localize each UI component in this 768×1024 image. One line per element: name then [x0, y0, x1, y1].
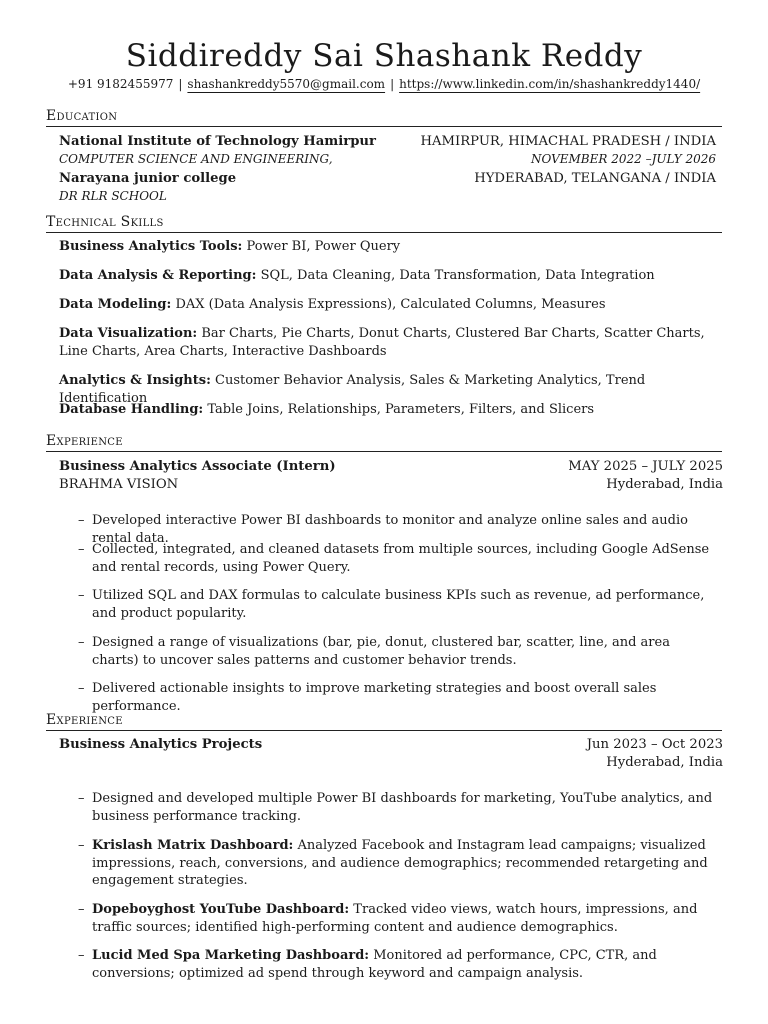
bullet-dash: – — [78, 902, 85, 917]
skill-label: Data Modeling: — [59, 297, 172, 312]
list-item — [78, 587, 714, 622]
job-title: Business Analytics Associate (Intern) — [59, 459, 336, 474]
bullet-text — [78, 947, 714, 982]
bullet-body: Designed and developed multiple Power BI dashboards for marketing, YouTube analytics, and business performance tracking. — [92, 791, 713, 824]
education-detail — [59, 152, 723, 167]
email-link[interactable]: shashankreddy5570@gmail.com — [187, 77, 386, 91]
education-entry — [59, 171, 723, 186]
skill-line — [59, 238, 723, 256]
skill-label: Data Analysis & Reporting: — [59, 268, 257, 283]
section-heading-experience: Experience — [46, 433, 722, 452]
skill-label: Database Handling: — [59, 402, 204, 417]
skill-line — [59, 325, 723, 361]
skill-label: Data Visualization: — [59, 326, 198, 341]
bullet-dash: – — [78, 838, 85, 853]
company-name: BRAHMA VISION — [59, 477, 179, 492]
bullet-body: Tracked video views, watch hours, impressions, and traffic sources; identified high-performing content and audience demographics. — [92, 902, 698, 935]
institution-name: National Institute of Technology Hamirpur — [59, 134, 376, 149]
linkedin-link[interactable]: https://www.linkedin.com/in/shashankreddy1440/ — [399, 77, 701, 91]
section-heading-experience: Experience — [46, 712, 722, 731]
bullet-text: Utilized SQL and DAX formulas to calculate business KPIs such as revenue, ad performance, and product popularity. — [92, 588, 705, 621]
bullet-dash: – — [78, 681, 85, 696]
education-detail — [59, 189, 723, 204]
section-heading-skills: Technical Skills — [46, 214, 722, 233]
list-item — [78, 837, 714, 890]
list-item — [78, 634, 714, 669]
contact-separator: | — [390, 77, 395, 91]
bullet-dash: – — [78, 542, 85, 557]
institution-location: HAMIRPUR, HIMACHAL PRADESH / INDIA — [420, 134, 716, 149]
list-item — [78, 947, 714, 982]
list-item — [78, 541, 714, 576]
bullet-dash: – — [78, 948, 85, 963]
bullet-bold-label: Dopeboyghost YouTube Dashboard: — [92, 902, 350, 917]
bullet-text: Designed a range of visualizations (bar, pie, donut, clustered bar, scatter, line, and area charts) to uncover sales patterns and customer behavior trends. — [92, 635, 670, 668]
bullet-bold-label: Krislash Matrix Dashboard: — [92, 838, 294, 853]
company-row — [59, 477, 723, 492]
bullet-dash: – — [78, 513, 85, 528]
bullet-dash: – — [78, 635, 85, 650]
bullet-text: Developed interactive Power BI dashboards to monitor and analyze online sales and audio rental data. — [92, 513, 688, 546]
job-title: Business Analytics Projects — [59, 737, 263, 752]
list-item — [78, 901, 714, 936]
section-heading-education: Education — [46, 108, 722, 127]
institution-name: Narayana junior college — [59, 171, 237, 186]
bullet-text: Collected, integrated, and cleaned datasets from multiple sources, including Google AdSense and rental records, using Power Query. — [92, 542, 710, 575]
contact-separator: | — [178, 77, 183, 91]
bullet-text — [78, 790, 714, 825]
skill-value: DAX (Data Analysis Expressions), Calculated Columns, Measures — [175, 297, 606, 312]
institution-location: HYDERABAD, TELANGANA / INDIA — [474, 171, 716, 186]
skill-value: Customer Behavior Analysis, Sales & Marketing Analytics, Trend Identification — [59, 373, 646, 406]
bullet-text — [78, 837, 714, 890]
bullet-body: Monitored ad performance, CPC, CTR, and conversions; optimized ad spend through keyword and campaign analysis. — [92, 948, 657, 981]
skill-line — [59, 296, 723, 314]
job-title-row — [59, 737, 723, 752]
candidate-name: Siddireddy Sai Shashank Reddy — [125, 38, 643, 74]
skill-line — [59, 401, 723, 419]
education-dates: NOVEMBER 2022 –JULY 2026 — [530, 152, 716, 166]
skill-line — [59, 267, 723, 285]
list-item — [78, 680, 714, 715]
contact-line — [0, 77, 768, 91]
skill-label: Analytics & Insights: — [59, 373, 211, 388]
bullet-text — [78, 901, 714, 936]
skill-value: Table Joins, Relationships, Parameters, Filters, and Slicers — [207, 402, 595, 417]
job-location: Hyderabad, India — [606, 477, 723, 492]
bullet-body: Analyzed Facebook and Instagram lead campaigns; visualized impressions, reach, conversions, and audience demographics; recommended retargeting and engagement strategies. — [92, 838, 708, 888]
job-title-row — [59, 459, 723, 474]
job-dates: Jun 2023 – Oct 2023 — [586, 737, 723, 752]
job-dates: MAY 2025 – JULY 2025 — [568, 459, 723, 474]
degree-name: COMPUTER SCIENCE AND ENGINEERING, — [59, 152, 333, 166]
job-location: Hyderabad, India — [606, 755, 723, 770]
bullet-dash: – — [78, 791, 85, 806]
skill-label: Business Analytics Tools: — [59, 239, 243, 254]
list-item — [78, 790, 714, 825]
bullet-bold-label: Lucid Med Spa Marketing Dashboard: — [92, 948, 370, 963]
bullet-dash: – — [78, 588, 85, 603]
phone-number: +91 9182455977 — [67, 77, 174, 91]
skill-value: Bar Charts, Pie Charts, Donut Charts, Clustered Bar Charts, Scatter Charts, Line Charts, Area Charts, Interactive Dashboards — [59, 326, 705, 359]
bullet-text: Delivered actionable insights to improve marketing strategies and boost overall sales performance. — [92, 681, 657, 714]
degree-name: DR RLR SCHOOL — [59, 189, 167, 203]
skill-value: SQL, Data Cleaning, Data Transformation, Data Integration — [260, 268, 655, 283]
skill-value: Power BI, Power Query — [246, 239, 401, 254]
education-entry — [59, 134, 723, 149]
